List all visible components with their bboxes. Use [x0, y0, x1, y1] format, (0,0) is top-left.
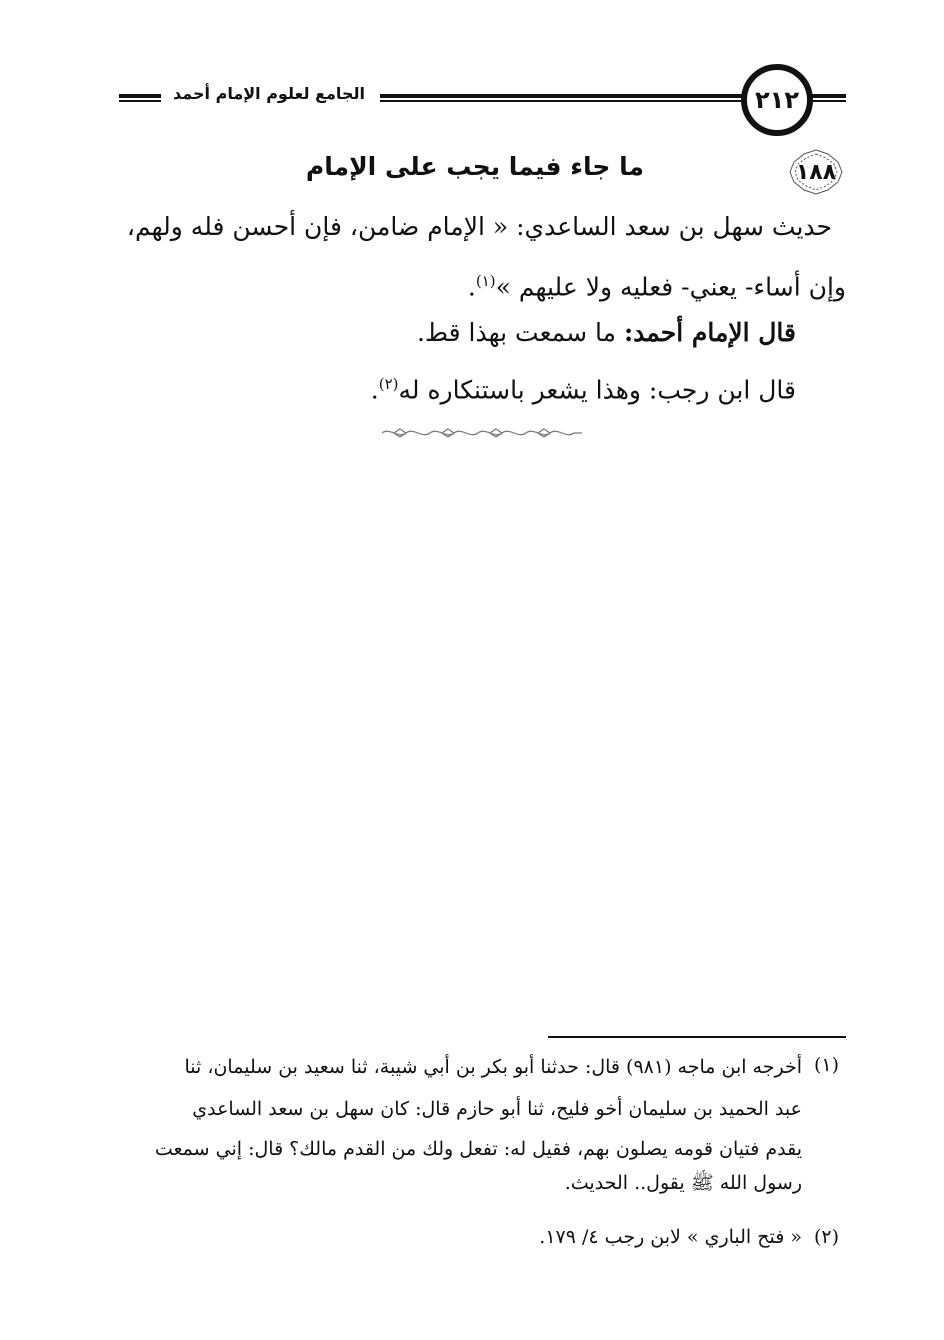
body-line-4-end: .	[370, 375, 379, 405]
body-line-4	[371, 365, 796, 409]
footnote-1-number: (١)	[814, 1054, 840, 1076]
header-rule-middle	[380, 94, 742, 104]
header-rule-left	[119, 94, 161, 104]
body-line-1: حديث سهل بن سعد الساعدي: « الإمام ضامن، فإن أحسن فله ولهم،	[126, 212, 832, 241]
section-number-badge	[786, 148, 846, 196]
body-line-3-speaker: قال الإمام أحمد:	[623, 318, 796, 347]
page-number: ٢١٢	[755, 86, 799, 114]
body-line-3-text: ما سمعت بهذا قط.	[416, 318, 624, 347]
section-title: ما جاء فيما يجب على الإمام	[305, 152, 644, 181]
body-line-2-end: .	[467, 272, 476, 302]
footnote-1-line-3: يقدم فتيان قومه يصلون بهم، فقيل له: تفعل ولك من القدم مالك؟ قال: إني سمعت	[154, 1138, 802, 1160]
footnote-2-text: « فتح الباري » لابن رجب ٤/ ١٧٩.	[539, 1226, 802, 1248]
body-line-2	[468, 262, 846, 306]
running-title: الجامع لعلوم الإمام أحمد	[173, 84, 365, 103]
footnote-ref-1: (١)	[475, 272, 496, 290]
footnote-1-line-4: رسول الله ﷺ يقول.. الحديث.	[564, 1172, 802, 1194]
header-rule-right	[812, 94, 846, 104]
body-line-4-text: قال ابن رجب: وهذا يشعر باستنكاره له	[398, 375, 796, 405]
floral-ornament-icon	[380, 425, 584, 441]
footnote-1-line-2: عبد الحميد بن سليمان أخو فليح، ثنا أبو حازم قال: كان سهل بن سعد الساعدي	[192, 1098, 802, 1120]
body-line-2-text: وإن أساء- يعني- فعليه ولا عليهم »	[495, 272, 846, 302]
footnote-ref-2: (٢)	[378, 375, 399, 393]
footnote-separator	[548, 1036, 846, 1038]
footnote-1-line-1: أخرجه ابن ماجه (٩٨١) قال: حدثنا أبو بكر بن أبي شيبة، ثنا سعيد بن سليمان، ثنا	[184, 1056, 802, 1078]
section-number: ١٨٨	[795, 159, 837, 185]
footnote-2-number: (٢)	[814, 1226, 840, 1248]
page-number-badge	[741, 64, 813, 136]
body-line-3	[417, 314, 796, 352]
